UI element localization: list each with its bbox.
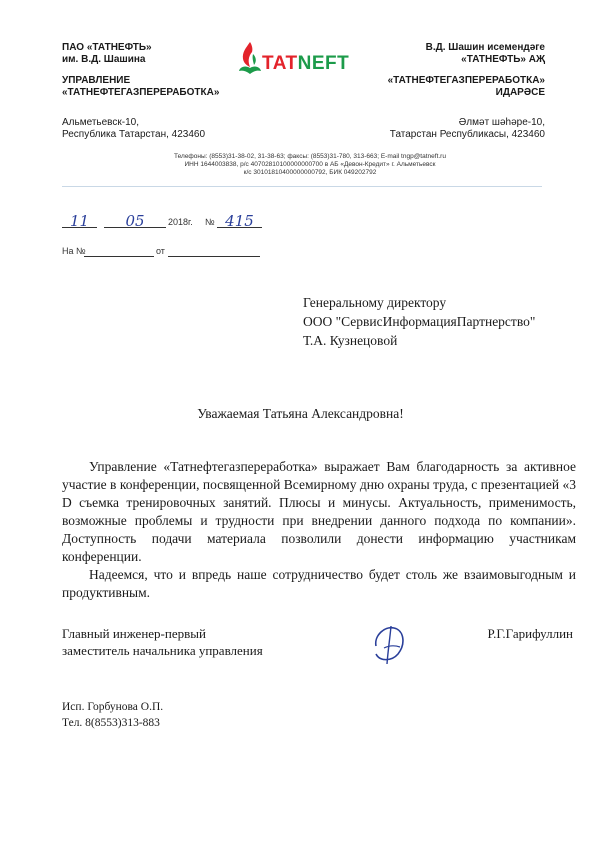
org-line1: ПАО «ТАТНЕФТЬ» xyxy=(62,42,152,53)
company-name-ru xyxy=(62,42,152,66)
letter-number: 415 xyxy=(225,212,254,230)
dept-line1: УПРАВЛЕНИЕ xyxy=(62,75,131,86)
dept-line2-tt: ИДАРӘСЕ xyxy=(495,87,545,98)
date-number-line xyxy=(62,212,312,232)
org-line2: им. В.Д. Шашина xyxy=(62,54,146,65)
contact-line2: ИНН 1644003838, р/с 40702810100000000700 в АБ «Девон-Кредит» г. Альметьевск xyxy=(184,161,436,168)
date-year: 2018г. xyxy=(168,217,193,227)
addr-line2-tt: Татарстан Республикасы, 423460 xyxy=(389,129,545,140)
addr-line1-tt: Әлмәт шәһәре-10, xyxy=(458,117,545,128)
date-month-field xyxy=(104,212,166,228)
department-name-ru xyxy=(62,75,219,99)
tatneft-logo xyxy=(236,40,371,80)
logo-text-neft: NEFT xyxy=(297,53,350,74)
from-date-blank xyxy=(168,246,260,257)
handwritten-signature-icon xyxy=(366,618,416,668)
on-number-blank xyxy=(84,246,154,257)
body-paragraph-2: Надеемся, что и впредь наше сотрудничество будет столь же взаимовыгодным и продуктивным. xyxy=(62,567,576,600)
contact-block xyxy=(100,153,520,177)
addr-line2: Республика Татарстан, 423460 xyxy=(62,129,206,140)
date-month: 05 xyxy=(125,212,145,230)
on-number-label: На № xyxy=(62,246,86,256)
dept-line1-tt: «ТАТНЕФТЕГАЗПЕРЕРАБОТКА» xyxy=(387,75,545,86)
from-label: от xyxy=(156,246,165,256)
contact-line3: к/с 30101810400000000792, БИК 049202792 xyxy=(243,169,377,176)
dept-line2: «ТАТНЕФТЕГАЗПЕРЕРАБОТКА» xyxy=(62,87,220,98)
executor-block xyxy=(62,699,163,731)
org-line1-tt: В.Д. Шашин исемендәге xyxy=(425,42,545,53)
logo-wordmark xyxy=(262,53,349,75)
recipient-line1: Генеральному директору xyxy=(303,295,447,310)
reply-to-line xyxy=(62,246,282,260)
title-line1: Главный инженер-первый xyxy=(62,626,206,641)
greeting: Уважаемая Татьяна Александровна! xyxy=(197,406,404,421)
logo-text-tat: TAT xyxy=(262,53,298,74)
org-line2-tt: «ТАТНЕФТЬ» АҖ xyxy=(461,54,545,65)
number-label: № xyxy=(205,217,215,227)
recipient-line3: Т.А. Кузнецовой xyxy=(303,333,398,348)
executor-name: Исп. Горбунова О.П. xyxy=(62,701,164,713)
address-ru xyxy=(62,117,205,141)
number-field xyxy=(217,212,262,228)
company-name-tt xyxy=(426,42,545,66)
address-tt xyxy=(390,117,545,141)
header-divider xyxy=(62,186,542,187)
executor-phone: Тел. 8(8553)313-883 xyxy=(62,717,160,729)
signatory-name: Р.Г.Гарифуллин xyxy=(487,626,573,641)
signatory-title xyxy=(62,625,263,659)
tatneft-flame-logo-icon xyxy=(236,40,264,78)
addr-line1: Альметьевск-10, xyxy=(62,117,139,128)
date-day: 11 xyxy=(69,212,90,230)
date-day-field xyxy=(62,212,97,228)
recipient-line2: ООО "СервисИнформацияПартнерство" xyxy=(303,314,536,329)
recipient-block xyxy=(303,293,535,350)
body-paragraph-1: Управление «Татнефтегазпереработка» выражает Вам благодарность за активное участие в конференции, посвященной Всемирному дню охраны труда, с презентацией «3 D съемка тренировочных занятий. Плюсы и минусы. Актуальность, применимость, возможные проблемы и трудности при внедрении данного подхода по компании». Доступность подачи материала позволили донести информацию участникам конференции. xyxy=(62,459,576,564)
contact-line1: Телефоны: (8553)31-38-02, 31-38-63; факсы: (8553)31-780, 313-663; E-mail tngp@tatneft.ru xyxy=(174,153,446,160)
title-line2: заместитель начальника управления xyxy=(62,643,263,658)
department-name-tt xyxy=(388,75,545,99)
letter-body xyxy=(62,458,576,602)
